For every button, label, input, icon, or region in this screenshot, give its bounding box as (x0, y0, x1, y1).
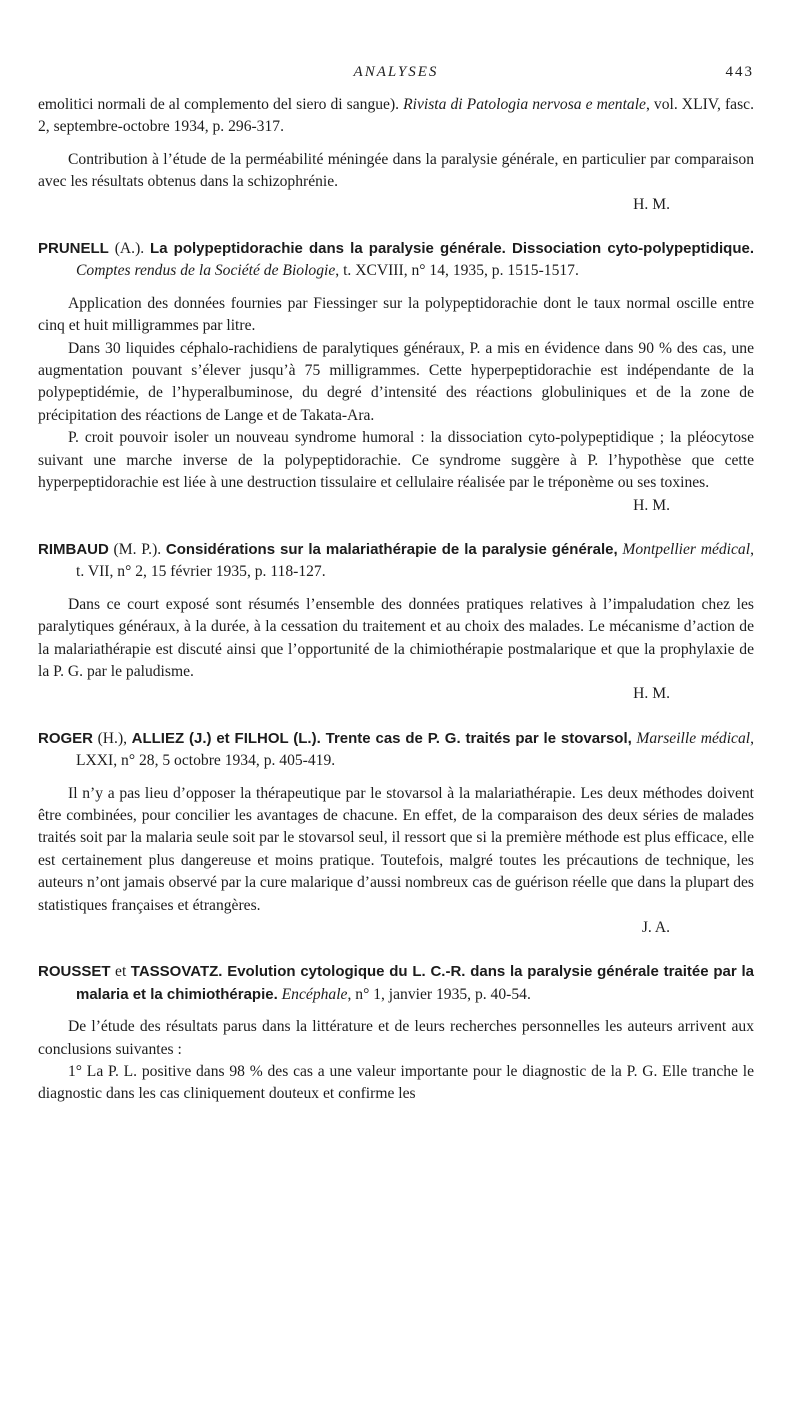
journal-name: Comptes rendus de la Société de Biologie (76, 262, 336, 280)
author-name: ROUSSET (38, 963, 111, 981)
running-title: ANALYSES (353, 64, 439, 80)
author-name: PRUNELL (38, 240, 109, 258)
review-paragraph: De l’étude des résultats parus dans la littérature et de leurs recherches personnelles les auteurs arrivent aux conclusions suivantes : (38, 1018, 754, 1058)
reviewer-signature: J. A. (641, 919, 670, 936)
journal-name: Encéphale (281, 985, 348, 1003)
running-head (38, 64, 754, 86)
author-name: ROGER (38, 729, 94, 747)
review-entry (38, 238, 754, 517)
entry-heading: ROUSSET et TASSOVATZ. Evolution cytologique du L. C.-R. dans la paralysie générale traitée par la malaria et la chimiothérapie. Encéphale, n° 1, janvier 1935, p. 40-54. (38, 963, 754, 1003)
page-content (38, 94, 754, 1106)
citation-details: , n° 1, janvier 1935, p. 40-54. (347, 985, 531, 1003)
review-entry (38, 539, 754, 706)
page-number: 443 (725, 64, 754, 80)
journal-name: Marseille médical (636, 729, 751, 747)
journal-name: Montpellier médical (622, 540, 751, 558)
article-title: La polypeptidorachie dans la paralysie générale. Dissociation cyto-polypeptidique. (150, 240, 754, 258)
citation-details: , LXXI, n° 28, 5 octobre 1934, p. 405-419. (76, 729, 754, 770)
review-paragraph: P. croit pouvoir isoler un nouveau syndrome humoral : la dissociation cyto-polypeptidique ; la pléocytose suivant une marche inverse de la polypeptidorachie. Ce syndrome suggère à P. l’hypothèse que cette hyperpeptidorachie est liée à une destruction tissulaire et cellulaire réalisée par le tréponème ou ses toxines. (38, 429, 754, 492)
continued-citation: emolitici normali de al complemento del siero di sangue). Rivista di Patologia nervosa e mentale, vol. XLIV, fasc. 2, septembre-octobre 1934, p. 296-317. (38, 96, 754, 136)
reviewer-signature: H. M. (633, 496, 670, 514)
journal-name: Rivista di Patologia nervosa e mentale (403, 96, 646, 113)
review-entry (38, 961, 754, 1105)
reviewer-signature: H. M. (633, 195, 670, 213)
summary-paragraph: Contribution à l’étude de la perméabilité méningée dans la paralysie générale, en particulier par comparaison avec les résultats obtenus dans la schizophrénie. (38, 150, 754, 191)
article-title: ALLIEZ (J.) et FILHOL (L.). Trente cas de P. G. traités par le stovarsol, (131, 729, 632, 747)
reviewer-signature: H. M. (633, 685, 670, 703)
review-paragraph: 1° La P. L. positive dans 98 % des cas a une valeur importante pour le diagnostic de la P. G. Elle tranche le diagnostic dans les cas cliniquement douteux et confirme les (38, 1063, 754, 1103)
review-entry (38, 728, 754, 940)
author-name: RIMBAUD (38, 540, 109, 558)
citation-details: , t. XCVIII, n° 14, 1935, p. 1515-1517. (335, 262, 579, 280)
article-title: TASSOVATZ. Evolution cytologique du L. C.-R. dans la paralysie générale traitée par la malaria et la chimiothérapie. (76, 963, 754, 1003)
citation-details: , t. VII, n° 2, 15 février 1935, p. 118-127. (76, 540, 754, 581)
review-paragraph: Il n’y a pas lieu d’opposer la thérapeutique par le stovarsol à la malariathérapie. Les deux méthodes doivent être combinées, pour concilier les avantages de chacune. En effet, de la comparaison des deux séries de malades traités soit par la malaria seule soit par le stovarsol seul, il ressort que si la première méthode est plus efficace, elle est certainement plus dangereuse et moins pratique. Toutefois, malgré toutes les précautions de technique, les auteurs n’ont jamais observé par la cure malarique d’aussi nombreux cas de guérison réelle que dans la plupart des statistiques françaises et étrangères. (38, 784, 754, 914)
review-paragraph: Dans 30 liquides céphalo-rachidiens de paralytiques généraux, P. a mis en évidence dans 90 % des cas, une augmentation pouvant s’élever jusqu’à 75 milligrammes. Cette hyperpeptidorachie est indépendante de la polypeptidémie, de l’hyperalbuminose, du degré d’intensité des réactions globuliniques et de la zone de précipitation des réactions de Lange et de Takata-Ara. (38, 339, 754, 424)
entry-heading: RIMBAUD (M. P.). Considérations sur la malariathérapie de la paralysie générale, Montpellier médical, t. VII, n° 2, 15 février 1935, p. 118-127. (38, 540, 754, 581)
article-title: Considérations sur la malariathérapie de la paralysie générale, (165, 540, 618, 558)
entry-heading: PRUNELL (A.). La polypeptidorachie dans la paralysie générale. Dissociation cyto-polypeptidique. Comptes rendus de la Société de Biologie, t. XCVIII, n° 14, 1935, p. 1515-1517. (38, 240, 754, 280)
review-paragraph: Dans ce court exposé sont résumés l’ensemble des données pratiques relatives à l’impaludation chez les paralytiques généraux, à la durée, à la cessation du traitement et au choix des malades. Le mécanisme d’action de la malariathérapie est discuté ainsi que l’opportunité de la chimiothérapie postmalarique et que la prophylaxie de la P. G. par le paludisme. (38, 595, 754, 680)
review-paragraph: Application des données fournies par Fiessinger sur la polypeptidorachie dont le taux normal oscille entre cinq et huit milligrammes par litre. (38, 294, 754, 335)
entry-heading: ROGER (H.), ALLIEZ (J.) et FILHOL (L.). Trente cas de P. G. traités par le stovarsol, Marseille médical, LXXI, n° 28, 5 octobre 1934, p. 405-419. (38, 729, 754, 770)
continued-entry (38, 94, 754, 216)
